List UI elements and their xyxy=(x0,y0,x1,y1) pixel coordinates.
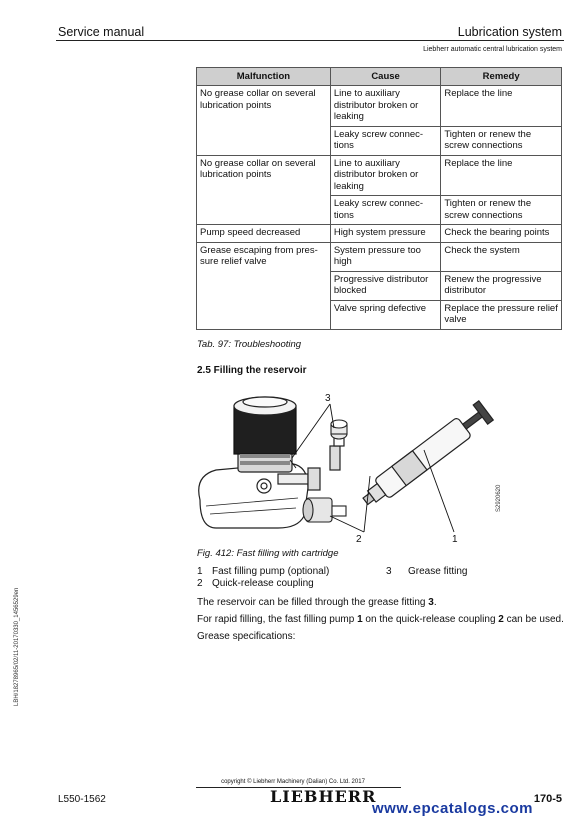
header-divider xyxy=(56,40,564,41)
figure-caption: Fig. 412: Fast filling with cartridge xyxy=(197,548,339,559)
body-paragraph: For rapid filling, the fast filling pump 1 on the quick-release coupling 2 can be used. xyxy=(197,614,564,625)
document-code: LBH/18278965/02/11-20170330_1456529en xyxy=(14,587,20,706)
table-row xyxy=(197,242,562,271)
malfunction-cell: No grease collar on several lubrication points xyxy=(197,86,331,156)
malfunction-cell: No grease collar on several lubrication points xyxy=(197,155,331,225)
page-number: 170-5 xyxy=(533,793,562,805)
remedy-cell: Tighten or renew the screw connections xyxy=(441,126,562,155)
legend-text: Grease fitting xyxy=(408,566,468,577)
legend-text: Fast filling pump (optional) xyxy=(212,566,330,577)
section-heading: 2.5 Filling the reservoir xyxy=(197,365,307,376)
watermark: www.epcatalogs.com xyxy=(372,800,533,817)
column-header-remedy: Remedy xyxy=(441,68,562,86)
column-header-cause: Cause xyxy=(330,68,441,86)
header-section-title: Lubrication system xyxy=(457,25,562,39)
remedy-cell: Check the system xyxy=(441,242,562,271)
remedy-cell: Renew the progressive distributor xyxy=(441,271,562,300)
table-header-row xyxy=(197,68,562,86)
header-manual-title: Service manual xyxy=(58,25,145,39)
body-paragraph: The reservoir can be filled through the grease fitting 3. xyxy=(197,597,437,608)
legend-num: 3 xyxy=(386,566,392,577)
remedy-cell: Replace the line xyxy=(441,155,562,196)
liebherr-logo: LIEBHERR xyxy=(270,787,377,806)
figure-reference-id: S2920620 xyxy=(496,484,502,512)
legend-num: 1 xyxy=(197,566,203,577)
cause-cell: Progressive distributor blocked xyxy=(330,271,441,300)
remedy-cell: Replace the line xyxy=(441,86,562,127)
cause-cell: Leaky screw connec-tions xyxy=(330,126,441,155)
header-subtitle: Liebherr automatic central lubrication system xyxy=(423,46,562,53)
malfunction-cell: Pump speed decreased xyxy=(197,225,331,243)
footer-copyright: copyright © Liebherr Machinery (Dalian) Co. Ltd. 2017 xyxy=(221,779,365,785)
cause-cell: System pressure too high xyxy=(330,242,441,271)
legend-text: Quick-release coupling xyxy=(212,578,314,589)
table-caption: Tab. 97: Troubleshooting xyxy=(197,339,302,350)
callout-3: 3 xyxy=(325,393,331,404)
cause-cell: Line to auxiliary distributor broken or leaking xyxy=(330,86,441,127)
quick-release-coupling xyxy=(303,498,346,522)
remedy-cell: Replace the pressure relief valve xyxy=(441,300,562,329)
column-header-malfunction: Malfunction xyxy=(197,68,331,86)
legend-num: 2 xyxy=(197,578,203,589)
table-row xyxy=(197,225,562,243)
callout-1: 1 xyxy=(452,534,458,545)
fast-filling-illustration xyxy=(186,388,516,548)
troubleshooting-table xyxy=(196,67,562,330)
cause-cell: Line to auxiliary distributor broken or leaking xyxy=(330,155,441,196)
remedy-cell: Tighten or renew the screw connections xyxy=(441,196,562,225)
cause-cell: High system pressure xyxy=(330,225,441,243)
table-row xyxy=(197,86,562,127)
table-row xyxy=(197,155,562,196)
remedy-cell: Check the bearing points xyxy=(441,225,562,243)
malfunction-cell: Grease escaping from pres-sure relief valve xyxy=(197,242,331,329)
callout-2: 2 xyxy=(356,534,362,545)
footer-model: L550-1562 xyxy=(58,794,106,805)
cause-cell: Valve spring defective xyxy=(330,300,441,329)
cause-cell: Leaky screw connec-tions xyxy=(330,196,441,225)
body-paragraph: Grease specifications: xyxy=(197,631,296,642)
